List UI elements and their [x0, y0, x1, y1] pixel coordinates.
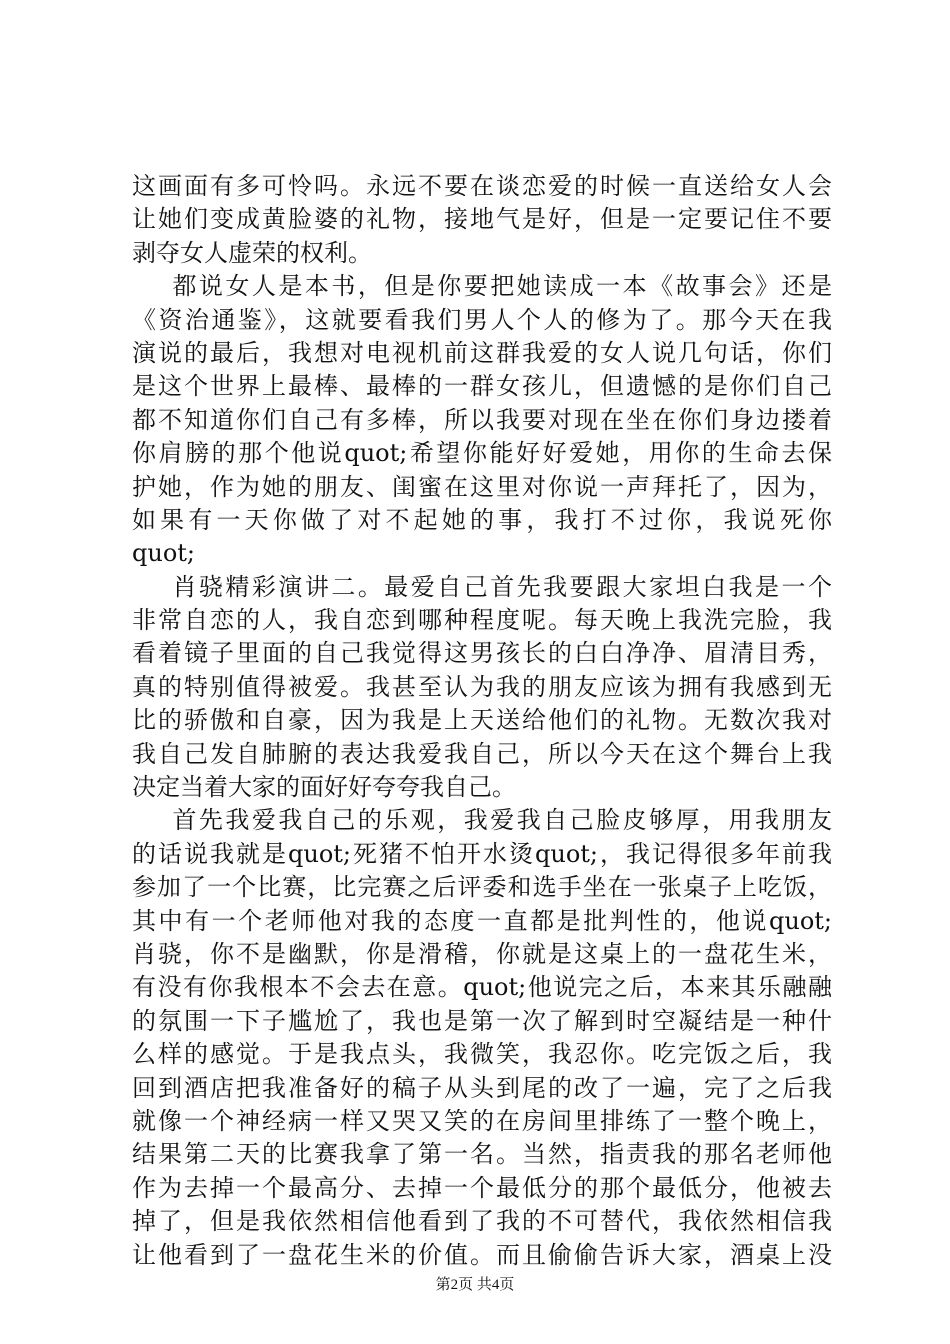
- text-line: 让他看到了一盘花生米的价值。而且偷偷告诉大家，酒桌上没: [132, 1240, 832, 1269]
- text-line: 都说女人是本书，但是你要把她读成一本《故事会》还是: [132, 272, 832, 301]
- text-line: 如果有一天你做了对不起她的事，我打不过你，我说死你: [132, 505, 832, 534]
- text-line: 结果第二天的比赛我拿了第一名。当然，指责我的那名老师他: [132, 1140, 832, 1169]
- text-line: 有没有你我根本不会去在意。quot;他说完之后，本来其乐融融: [132, 973, 832, 1002]
- text-line: 都不知道你们自己有多棒，所以我要对现在坐在你们身边搂着: [132, 405, 832, 434]
- text-line: 护她，作为她的朋友、闺蜜在这里对你说一声拜托了，因为，: [132, 472, 832, 501]
- text-line: 肖骁精彩演讲二。最爱自己首先我要跟大家坦白我是一个: [132, 572, 832, 601]
- text-line: 的话说我就是quot;死猪不怕开水烫quot;，我记得很多年前我: [132, 839, 832, 868]
- text-line: quot;: [132, 539, 195, 568]
- text-line: 首先我爱我自己的乐观，我爱我自己脸皮够厚，用我朋友: [132, 806, 832, 835]
- page-footer: 第2页 共4页: [435, 1277, 515, 1293]
- text-line: 回到酒店把我准备好的稿子从头到尾的改了一遍，完了之后我: [132, 1073, 832, 1102]
- text-line: 决定当着大家的面好好夸夸我自己。: [132, 773, 516, 802]
- text-line: 这画面有多可怜吗。永远不要在谈恋爱的时候一直送给女人会: [132, 172, 832, 200]
- text-line: 演说的最后，我想对电视机前这群我爱的女人说几句话，你们: [132, 338, 832, 367]
- text-line: 《资治通鉴》，这就要看我们男人个人的修为了。那今天在我: [132, 305, 832, 334]
- text-line: 作为去掉一个最高分、去掉一个最低分的那个最低分，他被去: [132, 1173, 832, 1202]
- text-line: 其中有一个老师他对我的态度一直都是批判性的，他说quot;: [132, 906, 832, 935]
- text-line: 真的特别值得被爱。我甚至认为我的朋友应该为拥有我感到无: [132, 672, 832, 701]
- text-line: 看着镜子里面的自己我觉得这男孩长的白白净净、眉清目秀，: [132, 639, 832, 668]
- text-line: 参加了一个比赛，比完赛之后评委和选手坐在一张桌子上吃饭，: [132, 873, 832, 902]
- text-line: 掉了，但是我依然相信他看到了我的不可替代，我依然相信我: [132, 1207, 832, 1236]
- text-line: 让她们变成黄脸婆的礼物，接地气是好，但是一定要记住不要: [132, 205, 832, 234]
- text-line: 非常自恋的人，我自恋到哪种程度呢。每天晚上我洗完脸，我: [132, 606, 832, 635]
- text-line: 你肩膀的那个他说quot;希望你能好好爱她，用你的生命去保: [132, 439, 832, 468]
- text-line: 么样的感觉。于是我点头，我微笑，我忍你。吃完饭之后，我: [132, 1040, 832, 1069]
- text-line: 肖骁，你不是幽默，你是滑稽，你就是这桌上的一盘花生米，: [132, 939, 832, 968]
- text-line: 是这个世界上最棒、最棒的一群女孩儿，但遗憾的是你们自己: [132, 372, 832, 401]
- body-text: [132, 170, 832, 1272]
- text-line: 我自己发自肺腑的表达我爱我自己，所以今天在这个舞台上我: [132, 739, 832, 768]
- text-line: 的氛围一下子尴尬了，我也是第一次了解到时空凝结是一种什: [132, 1006, 832, 1035]
- text-line: 就像一个神经病一样又哭又笑的在房间里排练了一整个晚上，: [132, 1106, 832, 1135]
- text-line: 比的骄傲和自豪，因为我是上天送给他们的礼物。无数次我对: [132, 706, 832, 735]
- text-line: 剥夺女人虚荣的权利。: [132, 238, 372, 267]
